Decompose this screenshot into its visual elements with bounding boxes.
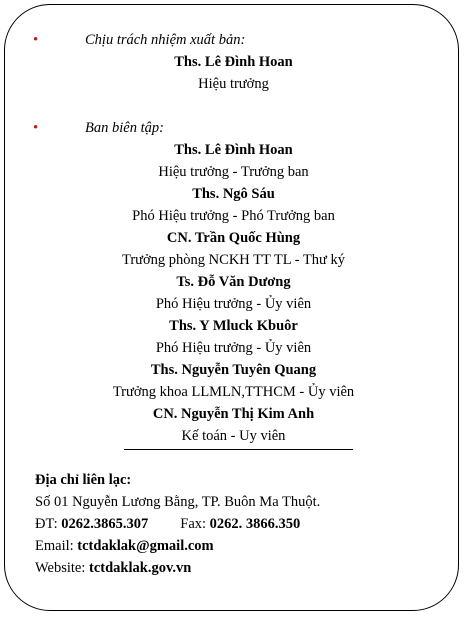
member-name: Ths. Lê Đình Hoan	[174, 142, 293, 158]
fax-number: 0262. 3866.350	[209, 516, 301, 532]
member-role: Trưởng khoa LLMLN,TTHCM - Ủy viên	[112, 384, 355, 400]
website-link[interactable]: tctdaklak.gov.vn	[89, 560, 192, 576]
member-name: CN. Nguyễn Thị Kim Anh	[152, 406, 315, 422]
member-role: Kế toán - Uy viên	[181, 428, 286, 444]
phone-label: ĐT:	[35, 516, 58, 532]
member-name: Ths. Y Mluck Kbuôr	[169, 318, 298, 334]
email-label: Email:	[35, 538, 74, 554]
phone-number: 0262.3865.307	[61, 516, 149, 532]
member-role: Phó Hiệu trưởng - Phó Trưởng ban	[132, 208, 335, 224]
member-role: Phó Hiệu trưởng - Ủy viên	[155, 296, 312, 312]
bullet-icon: •	[33, 32, 39, 48]
publisher-heading: Chịu trách nhiệm xuất bản:	[85, 32, 246, 48]
publisher-role: Hiệu trưởng	[198, 76, 269, 92]
fax-label: Fax:	[180, 516, 207, 532]
member-role: Phó Hiệu trưởng - Ủy viên	[155, 340, 312, 356]
member-role: Hiệu trưởng - Trưởng ban	[158, 164, 309, 180]
website-label: Website:	[35, 560, 86, 576]
email-address[interactable]: tctdaklak@gmail.com	[77, 538, 214, 554]
contact-address: Số 01 Nguyễn Lương Bằng, TP. Buôn Ma Thuột.	[35, 494, 321, 510]
contact-website	[35, 559, 191, 577]
member-role: Trưởng phòng NCKH TT TL - Thư ký	[121, 252, 346, 268]
bullet-icon: •	[33, 120, 39, 136]
member-name: Ths. Nguyễn Tuyên Quang	[150, 362, 317, 378]
member-name: CN. Trần Quốc Hùng	[166, 230, 301, 246]
contact-email	[35, 537, 214, 555]
publisher-name: Ths. Lê Đình Hoan	[174, 54, 293, 70]
section-divider	[124, 449, 353, 450]
contact-heading: Địa chỉ liên lạc:	[35, 472, 132, 488]
editorial-board-heading: Ban biên tập:	[85, 120, 164, 136]
contact-phone-fax	[35, 515, 300, 533]
member-name: Ts. Đỗ Văn Dương	[176, 274, 291, 290]
member-name: Ths. Ngô Sáu	[192, 186, 275, 202]
